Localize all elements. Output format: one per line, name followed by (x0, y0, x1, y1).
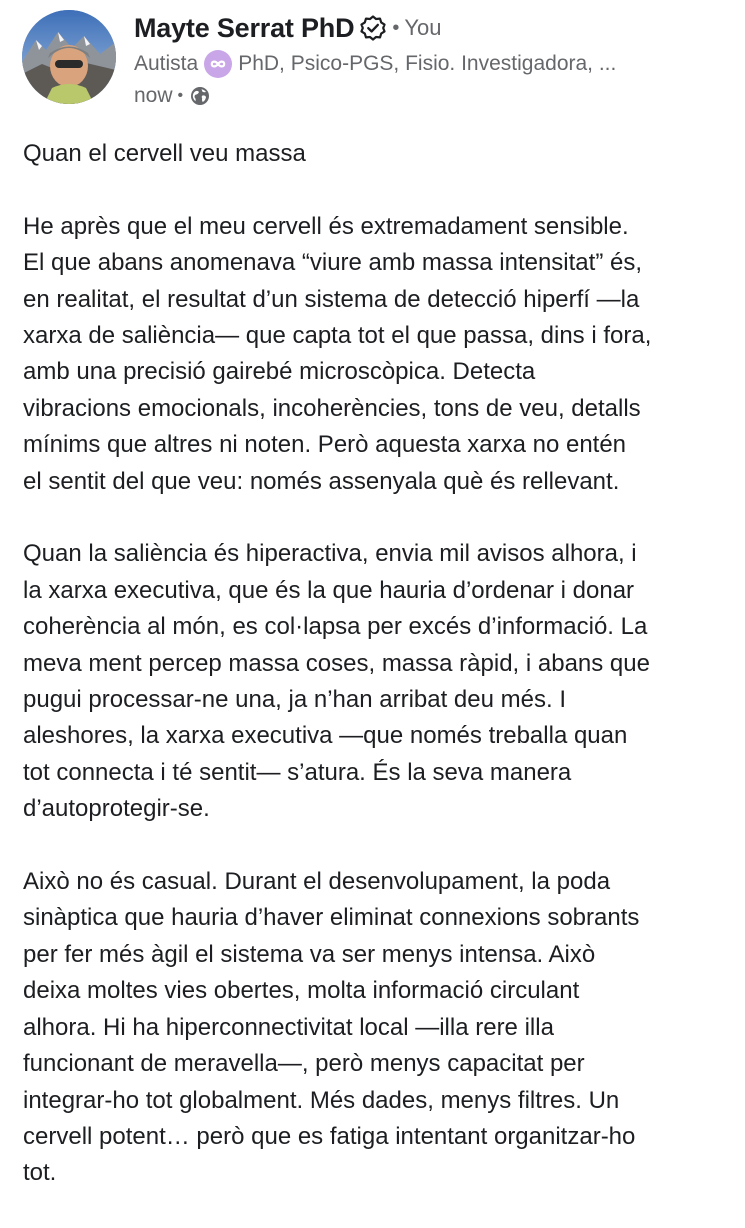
avatar-photo (22, 10, 116, 104)
post-paragraph: He après que el meu cervell és extremadament sensible. El que abans anomenava “viure amb massa intensitat” és, en realitat, el resultat d’un sistema de detecció hiperfí —la xarxa de saliència— que capta tot el que passa, dins i fora, amb una precisió gairebé microscòpica. Detecta vibracions emocionals, incoherències, tons de veu, detalls mínims que altres ni noten. Però aquesta xarxa no entén el sentit del que veu: només assenyala què és rellevant. (23, 212, 652, 495)
author-meta (134, 10, 714, 111)
post-paragraph: Això no és casual. Durant el desenvolupament, la poda sinàptica que hauria d’haver eliminat connexions sobrants per fer més àgil el sistema va ser menys intensa. Això deixa moltes vies obertes, molta informació circulant alhora. Hi ha hiperconnectivitat local —illa rere illa funcionant de meravella—, però menys capacitat per integrar-ho tot globalment. Més dades, menys filtres. Un cervell potent… però que es fatiga intentant organitzar-ho tot. (23, 868, 640, 1187)
subtitle-prefix: Autista (134, 52, 199, 75)
you-label: You (404, 15, 442, 40)
post-time[interactable]: now (134, 84, 173, 107)
separator-dot: • (177, 87, 184, 104)
author-name[interactable]: Mayte Serrat PhD (134, 12, 355, 43)
post-time-row (134, 81, 714, 111)
post-paragraph: Quan la saliència és hiperactiva, envia mil avisos alhora, i la xarxa executiva, que és la que hauria d’ordenar i donar coherència al món, es col·lapsa per excés d’informació. La meva ment percep massa coses, massa ràpid, i abans que pugui processar-ne una, ja n’han arribat deu més. I aleshores, la xarxa executiva —que només treballa quan tot connecta i té sentit— s’atura. És la seva manera d’autoprotegir-se. (23, 540, 650, 823)
avatar[interactable] (22, 10, 116, 104)
globe-icon[interactable] (190, 86, 210, 106)
author-subtitle (134, 49, 714, 79)
verified-badge-icon (360, 15, 386, 41)
separator-dot: • (392, 16, 400, 39)
subtitle-text: PhD, Psico-PGS, Fisio. Investigadora, ... (238, 52, 617, 75)
author-name-row (134, 10, 714, 46)
post-header (22, 10, 722, 110)
infinity-icon (204, 50, 232, 78)
post-body (23, 136, 728, 1228)
post-title: Quan el cervell veu massa (23, 140, 306, 167)
